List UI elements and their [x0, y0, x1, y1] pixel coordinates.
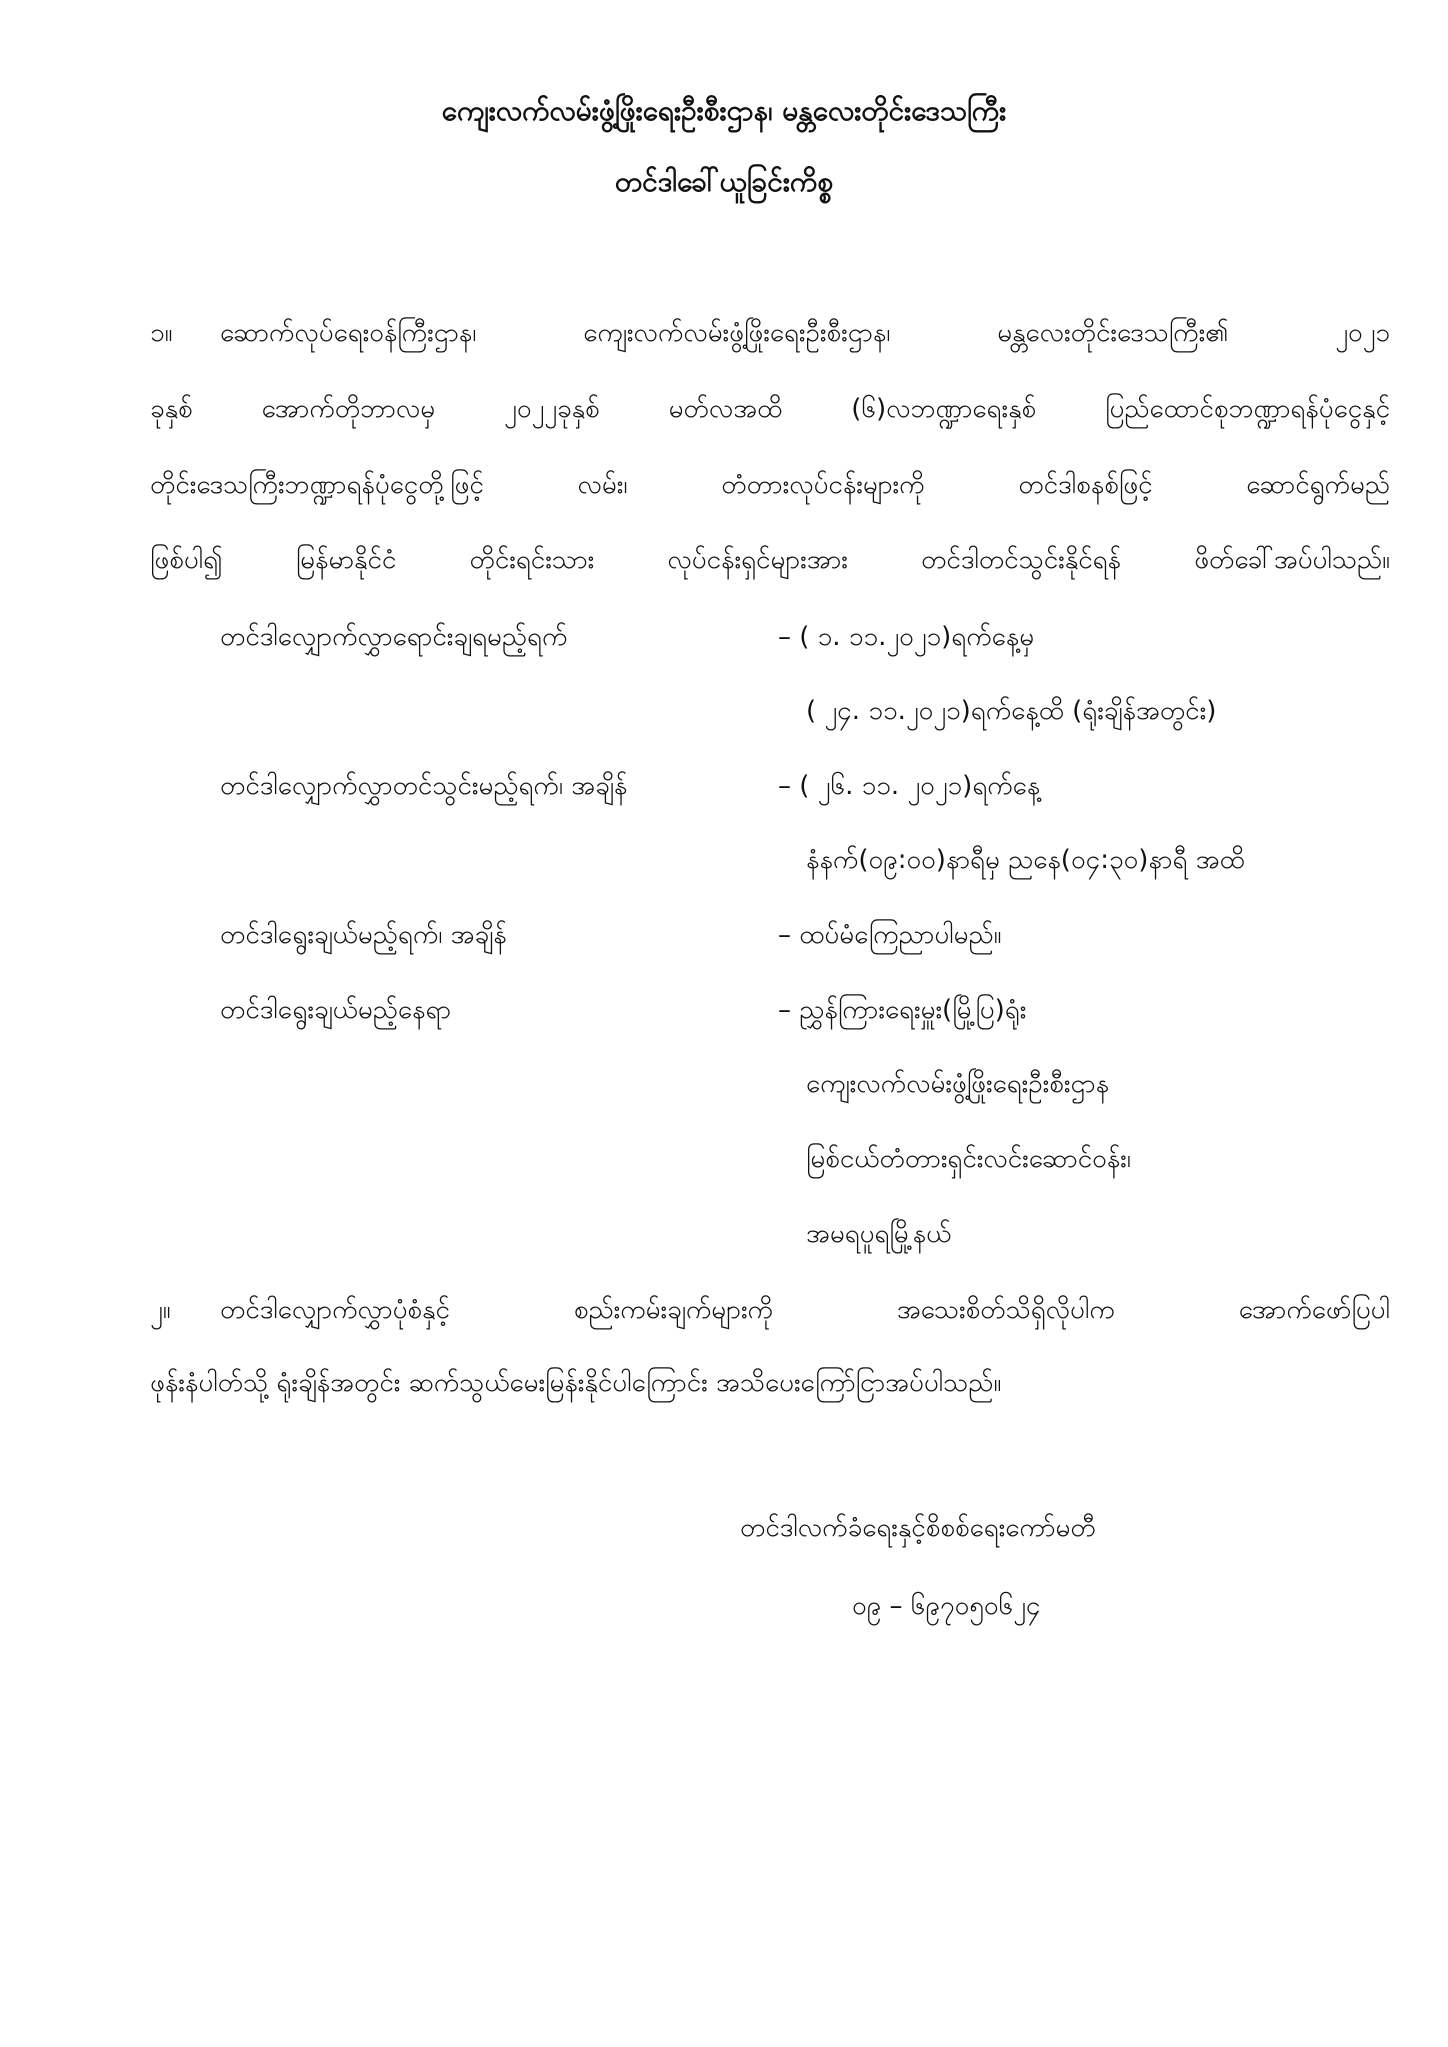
sale-date-end-value: ( ၂၄. ၁၁.၂၀၂၁)ရက်နေ့ထိ (ရုံးချိန်အတွင်း) — [806, 696, 1217, 726]
paragraph-2-line-2: ဖုန်းနံပါတ်သို့ ရုံးချိန်အတွင်း ဆက်သွယ်မေးမြန်းနိုင်ပါကြောင်း အသိပေးကြော်ငြာအပ်ပါသည်။ — [150, 1368, 1002, 1398]
submission-date-label: တင်ဒါလျှောက်လွှာတင်သွင်းမည့်ရက်၊ အချိန် — [220, 771, 628, 801]
notice-title: ကျေးလက်လမ်းဖွံ့ဖြိုးရေးဦးစီးဌာန၊ မန္တလေးတိုင်းဒေသကြီး — [441, 94, 1007, 127]
submission-date-value: – ( ၂၆. ၁၁. ၂၀၂၁)ရက်နေ့ — [778, 771, 1041, 801]
paragraph-1-line-3: တိုင်းဒေသကြီးဘဏ္ဍာရန်ပုံငွေတို့ဖြင့် လမ်း၊ တံတားလုပ်ငန်းများကို တင်ဒါစနစ်ဖြင့် ဆောင်ရွက်မည် — [150, 470, 1390, 500]
selection-date-label: တင်ဒါရွေးချယ်မည့်ရက်၊ အချိန် — [220, 920, 507, 950]
sale-date-label: တင်ဒါလျှောက်လွှာရောင်းချရမည့်ရက် — [220, 622, 568, 652]
selection-place-compound: မြစ်ငယ်တံတားရှင်းလင်းဆောင်ဝန်း၊ — [806, 1144, 1131, 1174]
paragraph-1-line-2: ခုနှစ် အောက်တိုဘာလမှ ၂၀၂၂ခုနှစ် မတ်လအထိ (၆)လဘဏ္ဍာရေးနှစ် ပြည်ထောင်စုဘဏ္ဍာရန်ပုံငွေနှင့် — [150, 394, 1390, 424]
sale-date-value: – ( ၁. ၁၁.၂၀၂၁)ရက်နေ့မှ — [778, 622, 1035, 652]
paragraph-1-line-1: ဆောက်လုပ်ရေးဝန်ကြီးဌာန၊ ကျေးလက်လမ်းဖွံ့ဖြိုးရေးဦးစီးဌာန၊ မန္တလေးတိုင်းဒေသကြီး၏ ၂၀၂၁ — [220, 318, 1390, 348]
selection-date-value: – ထပ်မံကြေညာပါမည်။ — [778, 920, 1002, 950]
notice-subtitle: တင်ဒါခေါ်ယူခြင်းကိစ္စ — [614, 165, 834, 198]
paragraph-1-number: ၁။ — [150, 318, 173, 348]
paragraph-2-line-1: တင်ဒါလျှောက်လွှာပုံစံနှင့် စည်းကမ်းချက်များကို အသေးစိတ်သိရှိလိုပါက အောက်ဖော်ပြပါ — [220, 1295, 1390, 1325]
committee-name: တင်ဒါလက်ခံရေးနှင့်စိစစ်ရေးကော်မတီ — [740, 1513, 1096, 1543]
selection-place-township: အမရပူရမြို့နယ် — [806, 1219, 952, 1249]
submission-time-value: နံနက်(၀၉:၀၀)နာရီမှ ညနေ(၀၄:၃၀)နာရီ အထိ — [806, 845, 1245, 875]
selection-place-label: တင်ဒါရွေးချယ်မည့်နေရာ — [220, 995, 452, 1025]
contact-phone: ၀၉ – ၆၉၇၀၅၀၆၂၄ — [852, 1591, 1041, 1621]
selection-place-office: – ညွှန်ကြားရေးမှူး(မြို့ပြ)ရုံး — [778, 995, 1027, 1025]
selection-place-department: ကျေးလက်လမ်းဖွံ့ဖြိုးရေးဦးစီးဌာန — [806, 1069, 1110, 1099]
paragraph-2-number: ၂။ — [150, 1295, 171, 1325]
paragraph-1-line-4: ဖြစ်ပါ၍ မြန်မာနိုင်ငံ တိုင်းရင်းသား လုပ်ငန်းရှင်များအား တင်ဒါတင်သွင်းနိုင်ရန် ဖိတ်ခေါ်အပ်ပါသည်။ — [150, 545, 1390, 575]
